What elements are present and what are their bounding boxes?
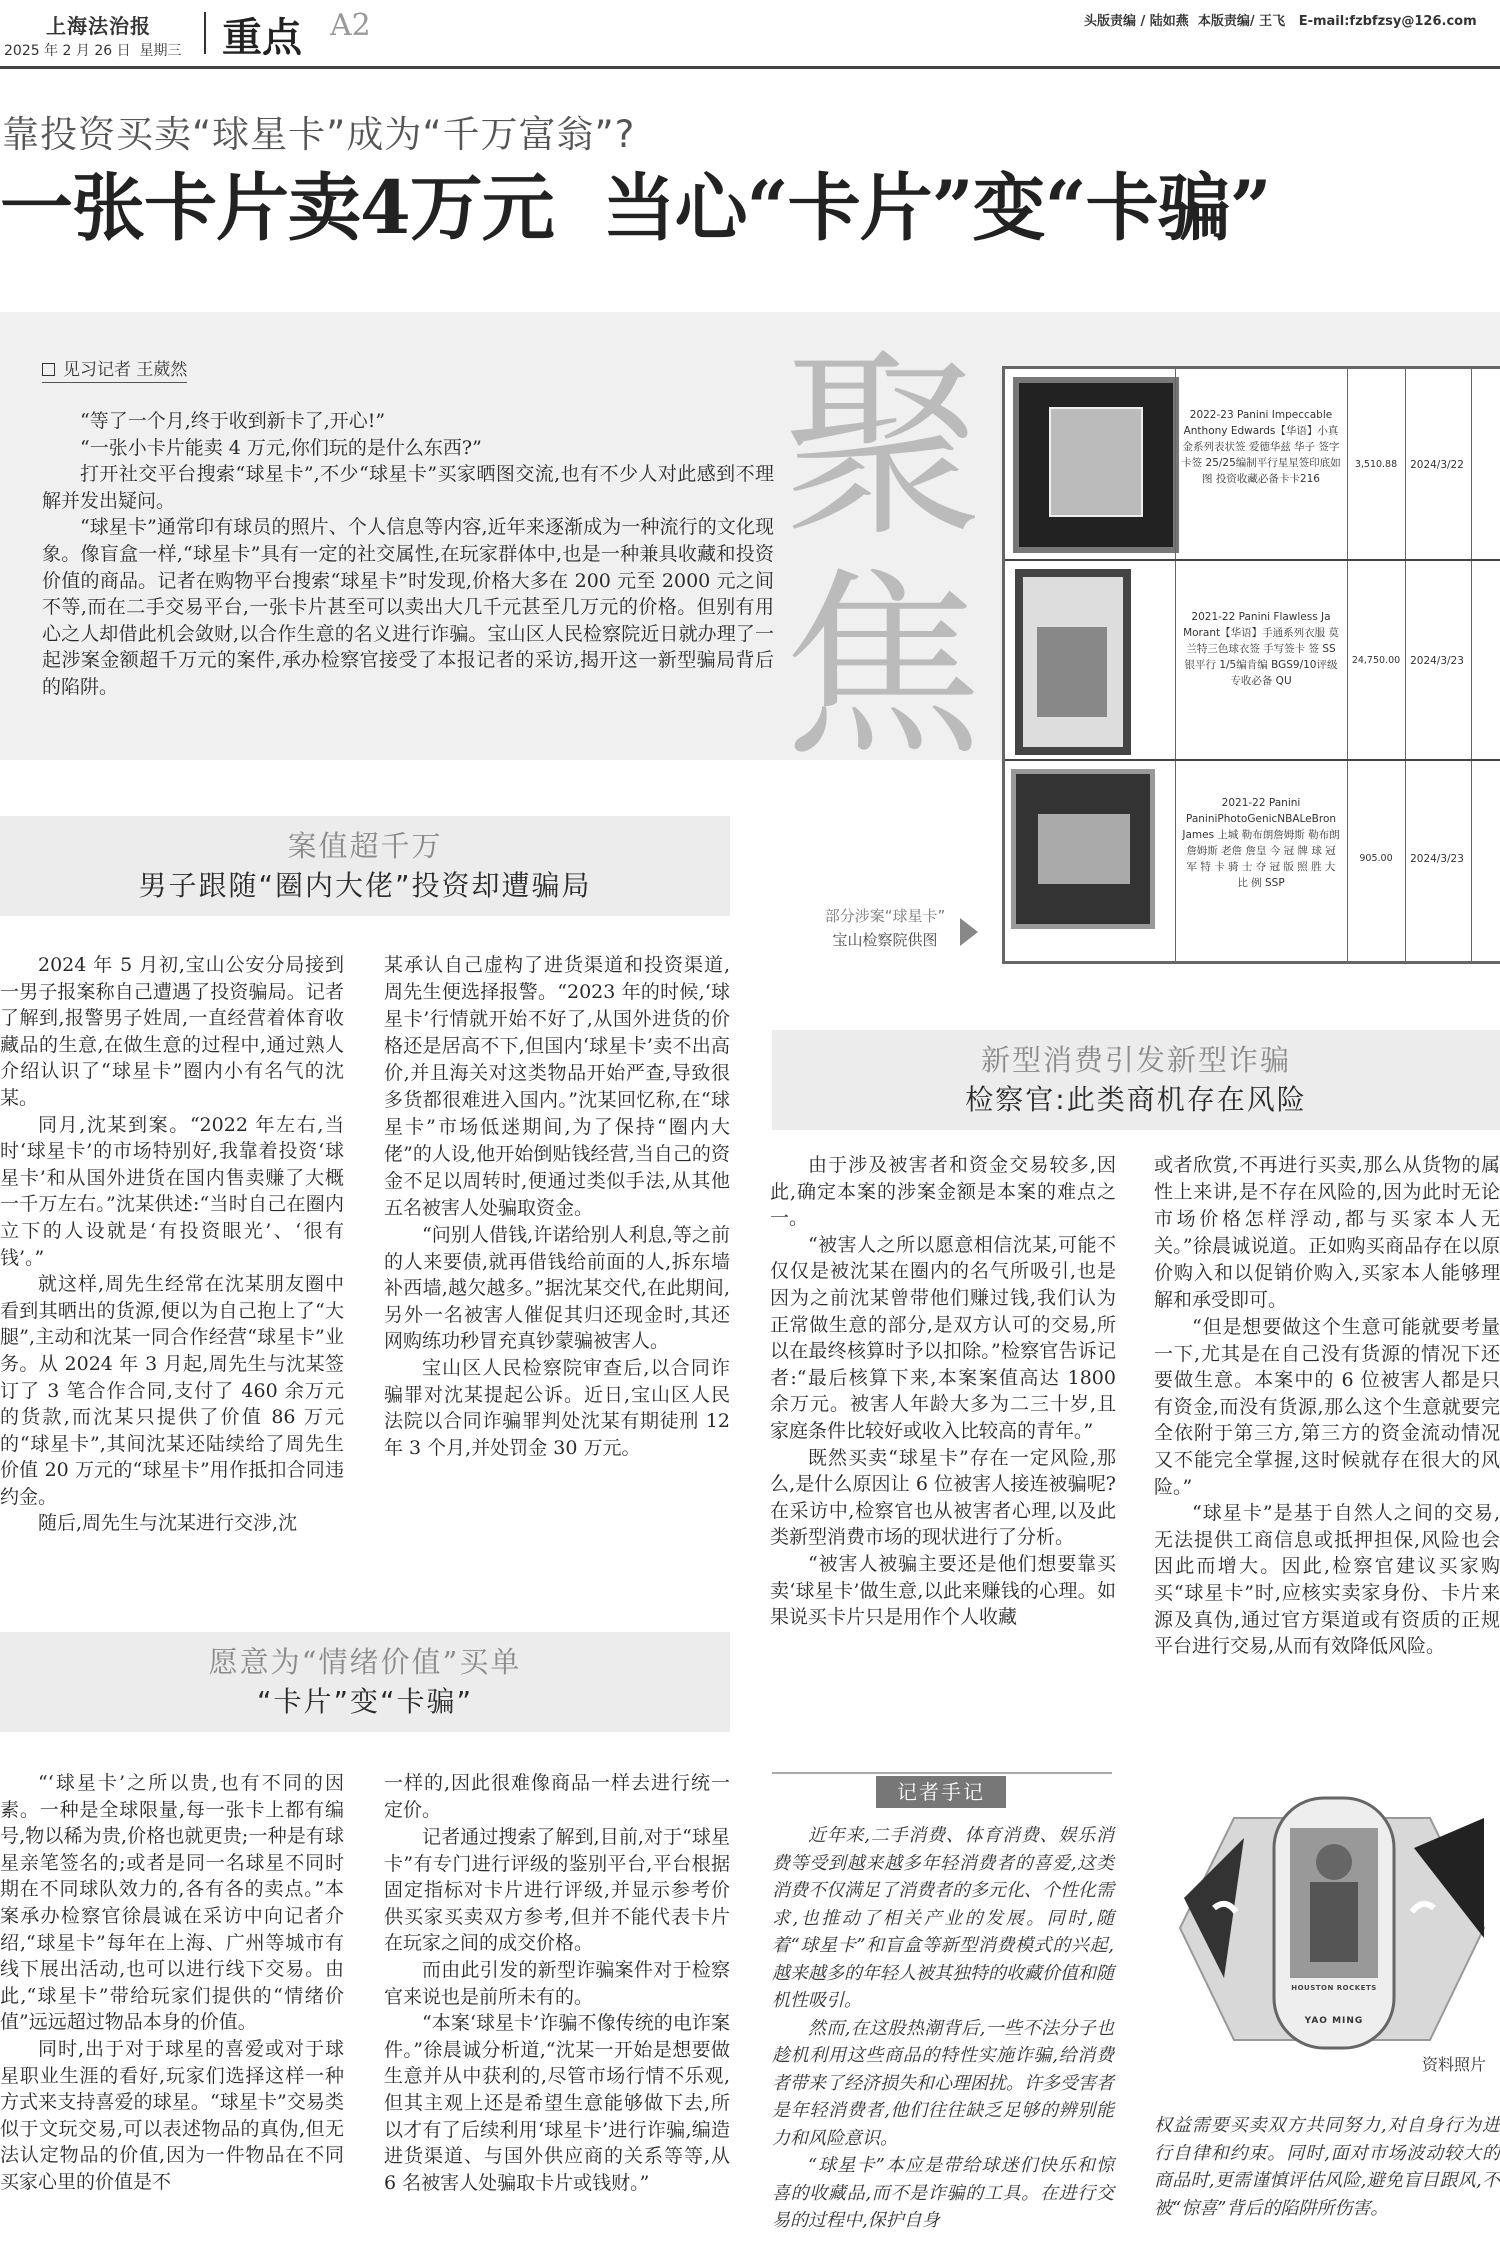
section2-title1: 新型消费引发新型诈骗 xyxy=(980,1043,1291,1077)
column-2 xyxy=(384,952,730,1461)
column-3 xyxy=(770,1152,1116,1631)
body-para: “但是想要做这个生意可能就要考量一下,尤其是在自己没有货源的情况下还要做生意。本案中的 6 位被害人都是只有资金,而没有货源,那么这个生意就要完全依附于第三方,第三方的资金流动情况又不能完全掌握,这时候就存在很大的风险。” xyxy=(1154,1316,1500,1498)
body-para: 宝山区人民检察院审查后,以合同诈骗罪对沈某提起公诉。近日,宝山区人民法院以合同诈骗罪判处沈某有期徒刑 12 年 3 个月,并处罚金 30 万元。 xyxy=(384,1356,730,1459)
byline xyxy=(42,355,187,383)
table-row xyxy=(1005,761,1500,961)
body-para: “问别人借钱,许诺给别人利息,等之前的人来要债,就再借钱给前面的人,拆东墙补西墙,越欠越多。”据沈某交代,在此期间,另外一名被害人催促其归还现金时,其还网购练功秒冒充真钞蒙骗被害人。 xyxy=(384,1224,730,1353)
headline-kicker: 靠投资买卖“球星卡”成为“千万富翁”? xyxy=(2,113,636,156)
table-row xyxy=(1005,369,1500,561)
card-price: 24,750.00 xyxy=(1351,655,1401,666)
yao-card-graphic xyxy=(1164,1778,1500,2078)
body-para: 一样的,因此很难像商品一样去进行统一定价。 xyxy=(384,1772,730,1821)
photo2-card-name: YAO MING xyxy=(1304,2016,1364,2026)
body-para: 既然买卖“球星卡”存在一定风险,那么,是什么原因让 6 位被害人接连被骗呢?在采访中,检察官也从被害者心理,以及此类新型消费市场的现状进行了分析。 xyxy=(770,1446,1116,1549)
notes-para: “球星卡”本应是带给球迷们快乐和惊喜的收藏品,而不是诈骗的工具。在进行交易的过程中,保护自身 xyxy=(772,2155,1114,2231)
photo1-caption xyxy=(790,904,980,952)
body-para: 而由此引发的新型诈骗案件对于检察官来说也是前所未有的。 xyxy=(384,1958,730,2008)
photo1-caption-line1: 部分涉案“球星卡” xyxy=(824,907,946,925)
card-price: 3,510.88 xyxy=(1354,459,1398,470)
section2-heading xyxy=(772,1030,1500,1130)
column-4 xyxy=(1154,1152,1500,1660)
card-image-inner xyxy=(1037,627,1107,717)
card-image-inner xyxy=(1049,407,1143,517)
intro-para: “等了一个月,终于收到新卡了,开心!” xyxy=(80,410,386,432)
byline-text: 见习记者 王葳然 xyxy=(63,360,188,380)
card-image xyxy=(1011,769,1155,929)
body-para: 随后,周先生与沈某进行交涉,沈 xyxy=(38,1512,298,1535)
card-date: 2024/3/23 xyxy=(1410,853,1464,865)
body-para: 记者通过搜索了解到,目前,对于“球星卡”有专门进行评级的鉴别平台,平台根据固定指标对卡片进行评级,并显示参考价供买家买卖双方参考,但并不能代表卡片在玩家之间的成交价格。 xyxy=(384,1826,730,1955)
intro-text xyxy=(42,408,774,701)
card-desc: 2021-22 Panini Flawless Ja Morant【华语】手通系列衣服 莫兰特三色球衣签 手写签卡 签 SS 银平行 1/5编肯编 BGS9/10评级专收必备 QU xyxy=(1183,611,1339,687)
section1-title1: 案值超千万 xyxy=(287,829,443,863)
card-price: 905.00 xyxy=(1359,853,1393,864)
photo2 xyxy=(1164,1778,1500,2078)
table-row xyxy=(1005,561,1500,761)
top-rule xyxy=(0,66,1500,69)
photo2-caption: 资料照片 xyxy=(1421,2055,1486,2074)
headline-main: 一张卡片卖4万元 当心“卡片”变“卡骗” xyxy=(0,165,1271,251)
notes-para: 近年来,二手消费、体育消费、娱乐消费等受到越来越多年轻消费者的喜爱,这类消费不仅满足了消费者的多元化、个性化需求,也推动了相关产业的发展。同时,随着“球星卡”和盲盒等新型消费模式的兴起,越来越多的年轻人被其独特的收藏价值和随机性吸引。 xyxy=(772,1825,1114,2011)
photo1-caption-line2: 宝山检察院供图 xyxy=(832,931,938,949)
body-para: 某承认自己虚构了进货渠道和投资渠道,周先生便选择报警。“2023 年的时候,‘球星卡’行情就开始不好了,从国外进货的价格还是居高不下,但国内‘球星卡’卖不出高价,并且海关对这类物品开始严查,导致很多货都很难进入国内。”沈某回忆称,在“球星卡”市场低迷期间,为了保持“圈内大佬”的人设,他开始倒贴钱经营,当自己的资金不足以周转时,便通过类似手法,从其他五名被害人处骗取资金。 xyxy=(384,954,730,1219)
section1-title2: 男子跟随“圈内大佬”投资却遭骗局 xyxy=(138,869,592,902)
body-para: 就这样,周先生经常在沈某朋友圈中看到其晒出的货源,便以为自己抱上了“大腿”,主动和沈某一同合作经营“球星卡”业务。从 2024 年 3 月起,周先生与沈某签订了 3 笔合作合同,支付了 460 余万元的货款,而沈某只提供了价值 86 万元的“球星卡”,其间沈某还陆续给了周先生价值 20 万元的“球星卡”用作抵扣合同违约金。 xyxy=(0,1273,344,1508)
card-desc: 2022-23 Panini Impeccable Anthony Edwards【华语】小真金系列表状签 爱德华兹 华子 签字卡签 25/25编制平行星星签印底如图 投资收藏必备卡卡216 xyxy=(1181,409,1341,485)
notes-rule xyxy=(772,1772,1112,1774)
editors: 头版责编 / 陆如燕 本版责编/ 王飞 E-mail:fzbfzsy@126.com xyxy=(1084,14,1477,29)
notes-para: 权益需要买卖双方共同努力,对自身行为进行自律和约束。同时,面对市场波动较大的商品时,更需谨慎评估风险,避免盲目跟风,不被“惊喜”背后的陷阱所伤害。 xyxy=(1154,2115,1500,2219)
intro-para: “一张小卡片能卖 4 万元,你们玩的是什么东西?” xyxy=(80,436,482,459)
byline-box-icon xyxy=(42,363,55,376)
notes-text xyxy=(772,1822,1114,2235)
card-image xyxy=(1013,377,1179,553)
section3-heading xyxy=(0,1632,730,1732)
photo2-card-team: HOUSTON ROCKETS xyxy=(1291,1984,1377,1992)
card-desc: 2021-22 Panini PaniniPhotoGenicNBALeBron James 上城 勒布朗詹姆斯 勒布朗 詹姆斯 老詹 詹皇 今 冠 牌 球 冠 军 特 卡 骑 士 夺 冠 版 照 胜 大 比 例 SSP xyxy=(1182,797,1340,889)
column-6 xyxy=(384,1770,730,2196)
intro-para: “球星卡”通常印有球员的照片、个人信息等内容,近年来逐渐成为一种流行的文化现象。像盲盒一样,“球星卡”具有一定的社交属性,在玩家群体中,也是一种兼具收藏和投资价值的商品。记者在购物平台搜索“球星卡”时发现,价格大多在 200 元至 2000 元之间不等,而在二手交易平台,一张卡片甚至可以卖出大几千元甚至几万元的价格。但别有用心之人却借此机会敛财,以合作生意的名义进行诈骗。宝山区人民检察院近日就办理了一起涉案金额超千万元的案件,承办检察官接受了本报记者的采访,揭开这一新型骗局背后的陷阱。 xyxy=(42,516,774,698)
masthead-divider xyxy=(204,12,206,54)
masthead xyxy=(0,0,1500,66)
column-1 xyxy=(0,952,344,1537)
section-name: 重点 xyxy=(222,14,302,61)
section2-title2: 检察官:此类商机存在风险 xyxy=(965,1083,1307,1116)
page-number: A2 xyxy=(330,8,371,43)
notes-tail xyxy=(1154,2112,1500,2222)
body-para: 或者欣赏,不再进行买卖,那么从货物的属性上来讲,是不存在风险的,因为此时无论市场价格怎样浮动,都与买家本人无关。”徐晨诚说道。正如购买商品存在以原价购入和以促销价购入,买家本人能够理解和承受即可。 xyxy=(1154,1154,1500,1311)
card-date: 2024/3/23 xyxy=(1410,655,1464,667)
body-para: 由于涉及被害者和资金交易较多,因此,确定本案的涉案金额是本案的难点之一。 xyxy=(770,1154,1116,1230)
notes-label: 记者手记 xyxy=(876,1776,1006,1808)
body-para: “球星卡”是基于自然人之间的交易,无法提供工商信息或抵押担保,风险也会因此而增大。因此,检察官建议买家购买“球星卡”时,应核实卖家身份、卡片来源及真伪,通过官方渠道或有资质的正规平台进行交易,从而有效降低风险。 xyxy=(1154,1502,1500,1658)
body-para: “本案‘球星卡’诈骗不像传统的电诈案件。”徐晨诚分析道,“沈某一开始是想要做生意并从中获利的,尽管市场行情不乐观,但其主观上还是希望生意能够做下去,所以才有了后续利用‘球星卡’进行诈骗,编造进货渠道、与国外供应商的关系等等,从 6 名被害人处骗取卡片或钱财。” xyxy=(384,2012,730,2194)
body-para: 2024 年 5 月初,宝山公安分局接到一男子报案称自己遭遇了投资骗局。记者了解到,报警男子姓周,一直经营着体育收藏品的生意,在做生意的过程中,通过熟人介绍认识了“球星卡”圈内小有名气的沈某。 xyxy=(0,954,344,1109)
body-para: “‘球星卡’之所以贵,也有不同的因素。一种是全球限量,每一张卡上都有编号,物以稀为贵,价格也就更贵;一种是有球星亲笔签名的;或者是同一名球星不同时期在不同球队效力的,各有各的卖点。”本案承办检察官徐晨诚在采访中向记者介绍,“球星卡”每年在上海、广州等城市有线下展出活动,也可以进行线下交易。由此,“球星卡”带给玩家们提供的“情绪价值”远远超过物品本身的价值。 xyxy=(0,1772,344,2034)
body-para: 同时,出于对于球星的喜爱或对于球星职业生涯的看好,玩家们选择这样一种方式来支持喜爱的球星。“球星卡”交易类似于文玩交易,可以表述物品的真伪,但无法认定物品的价值,因为一件物品在不同买家心里的价值是不 xyxy=(0,2037,344,2193)
section1-heading xyxy=(0,816,730,916)
issue-date: 2025 年 2 月 26 日 星期三 xyxy=(4,43,182,59)
body-para: 同月,沈某到案。“2022 年左右,当时‘球星卡’的市场特别好,我靠着投资‘球星卡’和从国外进货在国内售卖赚了大概一千万左右。”沈某供述:“当时自己在圈内立下的人设就是‘有投资眼光’、‘很有钱’。” xyxy=(0,1113,344,1269)
card-image xyxy=(1015,569,1131,755)
paper-logo: 上海法治报 xyxy=(46,14,151,38)
cards-table xyxy=(1005,369,1500,961)
focus-label: 聚焦 xyxy=(749,340,982,780)
notes-para: 然而,在这股热潮背后,一些不法分子也趁机利用这些商品的特性实施诈骗,给消费者带来了经济损失和心理困扰。许多受害者是年轻消费者,他们往往缺乏足够的辨别能力和风险意识。 xyxy=(772,2017,1114,2149)
section3-title2: “卡片”变“卡骗” xyxy=(256,1685,474,1718)
section3-title1: 愿意为“情绪价值”买单 xyxy=(208,1645,522,1679)
intro-para: 打开社交平台搜索“球星卡”,不少“球星卡”买家晒图交流,也有不少人对此感到不理解并发出疑问。 xyxy=(42,463,774,512)
caption-arrow-icon xyxy=(960,918,978,946)
card-date: 2024/3/22 xyxy=(1410,459,1464,471)
column-5 xyxy=(0,1770,344,2196)
body-para: “被害人之所以愿意相信沈某,可能不仅仅是被沈某在圈内的名气所吸引,也是因为之前沈某曾带他们赚过钱,我们认为正常做生意的部分,是双方认可的交易,所以在最终核算时予以扣除。”检察官告诉记者:“最后核算下来,本案案值高达 1800 余万元。被害人年龄大多为二三十岁,且家庭条件比较好或收入比较高的青年。” xyxy=(770,1233,1116,1442)
card-image-inner xyxy=(1038,814,1130,884)
body-para: “被害人被骗主要还是他们想要靠买卖‘球星卡’做生意,以此来赚钱的心理。如果说买卡片只是用作个人收藏 xyxy=(770,1552,1116,1629)
